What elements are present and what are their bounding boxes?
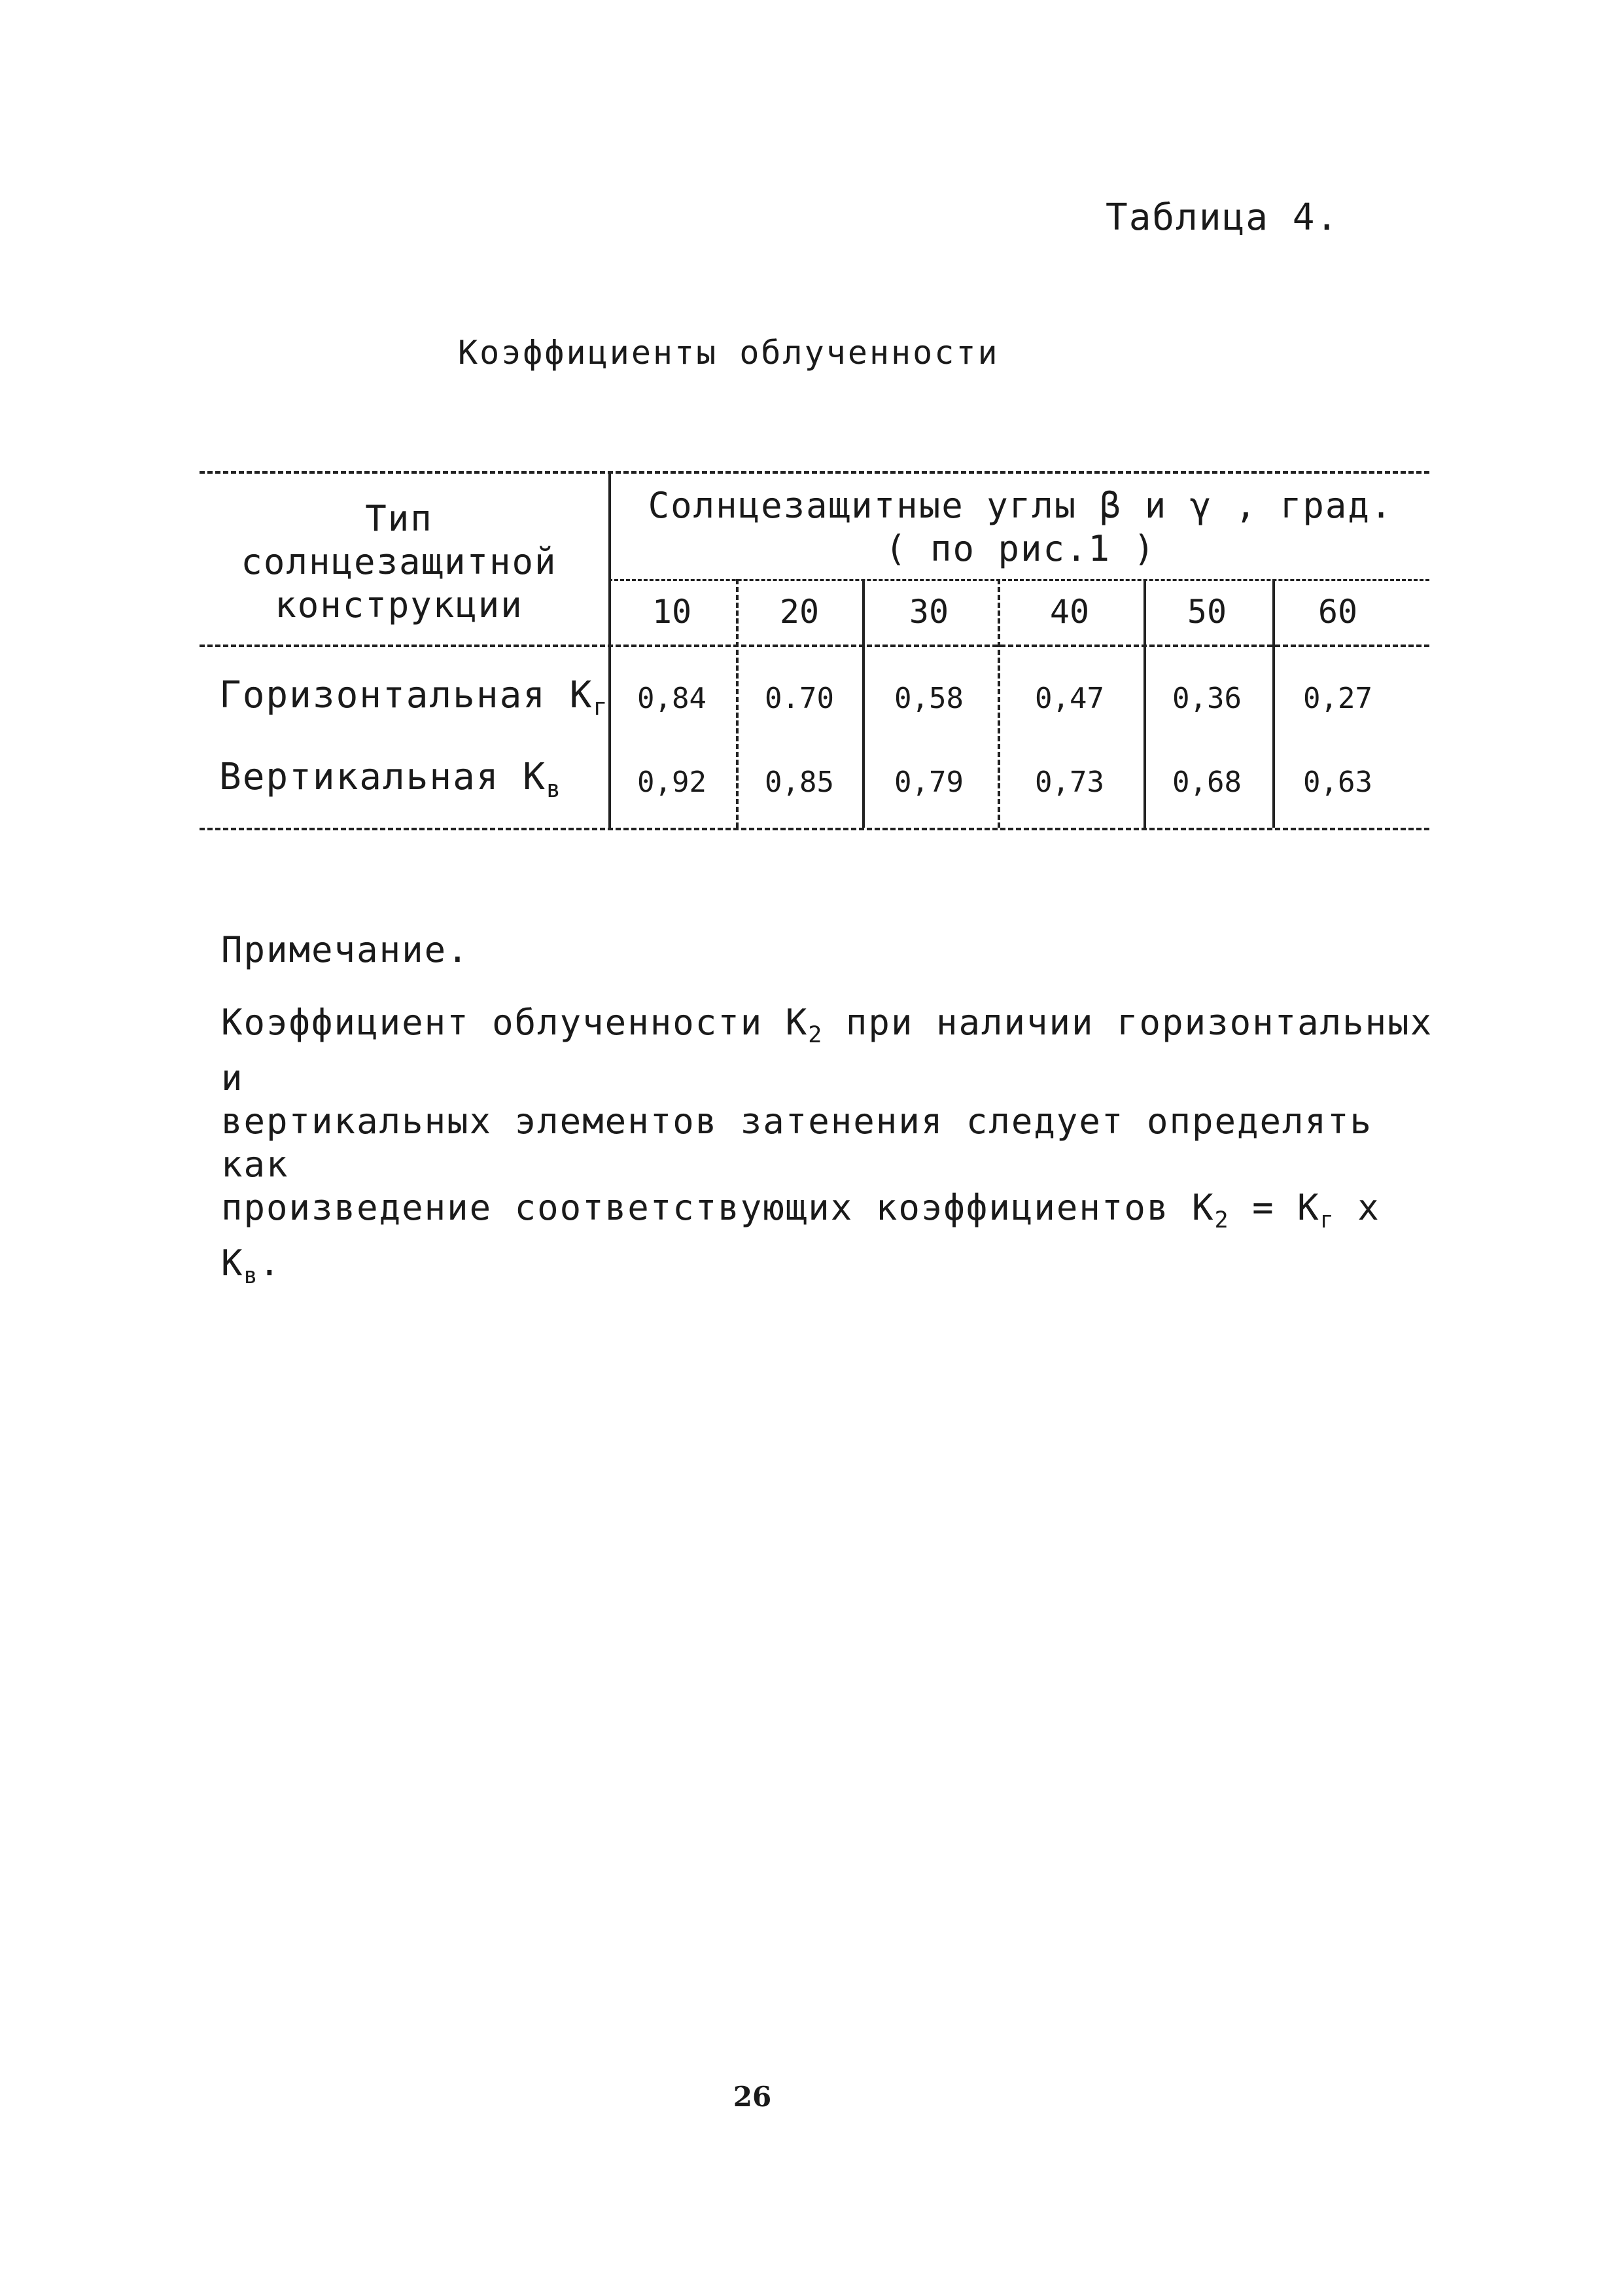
angles-header: [628, 484, 1413, 571]
table-top-rule: [200, 471, 1429, 474]
note-subscript: 2: [1214, 1206, 1230, 1233]
column-separator: [862, 579, 865, 828]
angle-column-header: 20: [779, 593, 820, 631]
type-column-header: [203, 497, 595, 627]
note-text: при наличии горизонтальных и: [221, 1002, 1433, 1099]
note-text: произведение соответствующих коэффициентов K: [221, 1186, 1215, 1228]
row-label-text: Вертикальная K: [219, 756, 547, 798]
table-cell: 0,27: [1303, 682, 1372, 715]
angle-column-header: 10: [652, 593, 692, 631]
type-header-line: Тип: [365, 498, 433, 539]
table-cell: 0,84: [637, 682, 707, 715]
note-text: = K: [1229, 1186, 1320, 1228]
column-separator: [1272, 579, 1275, 828]
angles-header-line: ( по рис.1 ): [884, 528, 1157, 569]
row-label-horizontal: [219, 674, 608, 721]
note-subscript: в: [243, 1262, 259, 1289]
table-cell: 0,85: [765, 766, 834, 799]
table-label: Таблица 4.: [1106, 196, 1340, 239]
note-line: [221, 1001, 1451, 1100]
column-separator: [998, 579, 1000, 828]
note-line: [221, 1186, 1451, 1298]
note-subscript: г: [1319, 1206, 1335, 1233]
angle-column-header: 60: [1318, 593, 1358, 631]
table-title: Коэффициенты облученности: [458, 334, 1000, 372]
type-header-line: солнцезащитной: [241, 541, 557, 582]
table-cell: 0,63: [1303, 766, 1372, 799]
row-label-text: Горизонтальная K: [219, 674, 593, 716]
note-subscript: 2: [808, 1021, 824, 1048]
note-text: x K: [221, 1186, 1380, 1284]
note-text: .: [258, 1242, 282, 1284]
row-label-vertical: [219, 756, 562, 803]
angle-column-header: 30: [909, 593, 949, 631]
row-label-subscript: в: [546, 775, 562, 804]
note-body: [221, 1001, 1451, 1297]
table-cell: 0,47: [1035, 682, 1104, 715]
angle-column-header: 50: [1187, 593, 1227, 631]
table-cell: 0,73: [1035, 766, 1104, 799]
table-cell: 0,58: [894, 682, 964, 715]
header-bottom-rule: [200, 645, 1429, 647]
table-cell: 0,79: [894, 766, 964, 799]
type-header-line: конструкции: [275, 584, 523, 626]
table-cell: 0.70: [765, 682, 834, 715]
note-line: вертикальных элементов затенения следует определять как: [221, 1100, 1373, 1185]
note-text: Коэффициент облученности K: [221, 1002, 809, 1043]
row-label-subscript: г: [593, 693, 609, 722]
note-heading: Примечание.: [221, 929, 470, 970]
page-number: 26: [733, 2081, 772, 2113]
header-divider-rule: [608, 579, 1429, 581]
table-cell: 0,36: [1172, 682, 1242, 715]
table-cell: 0,68: [1172, 766, 1242, 799]
table-cell: 0,92: [637, 766, 707, 799]
angles-header-line: Солнцезащитные углы β и γ , град.: [648, 485, 1393, 526]
table-bottom-rule: [200, 828, 1429, 830]
angle-column-header: 40: [1049, 593, 1090, 631]
